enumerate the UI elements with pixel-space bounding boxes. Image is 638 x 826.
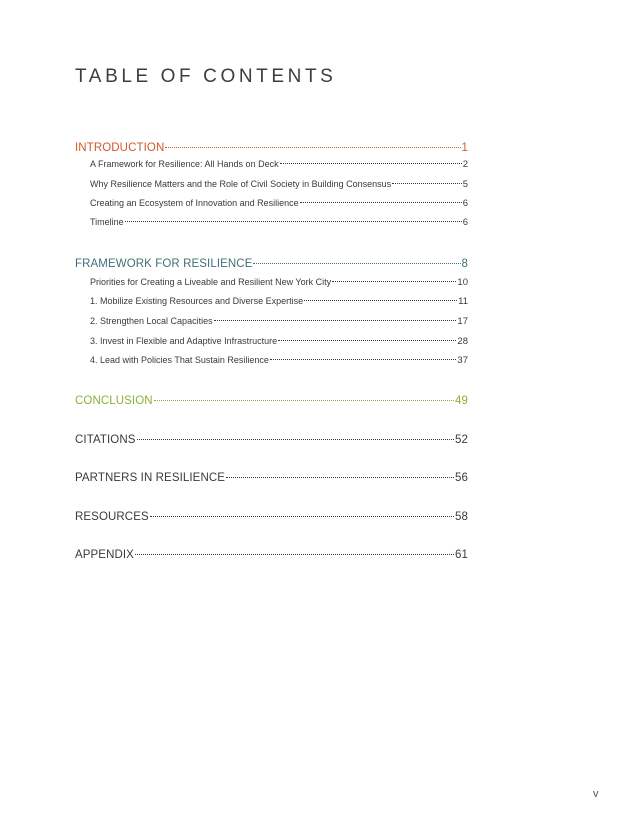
- toc-subentry-page: 2: [462, 159, 468, 170]
- toc-entry-page: 49: [455, 394, 468, 407]
- toc-entry-label: CONCLUSION: [75, 394, 153, 407]
- toc-entry-label: APPENDIX: [75, 548, 134, 561]
- toc-entry-label: CITATIONS: [75, 433, 136, 446]
- toc-entry-page: 58: [455, 510, 468, 523]
- toc-entry-label: PARTNERS IN RESILIENCE: [75, 471, 226, 484]
- toc-entry-page: 56: [455, 471, 468, 484]
- toc-subentry-label: A Framework for Resilience: All Hands on Deck: [90, 159, 279, 169]
- toc-entry-framework[interactable]: [75, 255, 468, 270]
- toc-entry-appendix[interactable]: [75, 546, 468, 561]
- toc-subentry-page: 5: [462, 179, 468, 190]
- dot-leader: [154, 392, 454, 404]
- toc-subentry-page: 6: [462, 198, 468, 209]
- toc-entry-page: 52: [455, 433, 468, 446]
- dot-leader: [304, 295, 457, 304]
- toc-subentry-page: 17: [457, 316, 468, 327]
- toc-subentry[interactable]: [75, 197, 468, 209]
- toc-subentry-label: Creating an Ecosystem of Innovation and Resilience: [90, 198, 299, 208]
- dot-leader: [332, 276, 456, 285]
- dot-leader: [253, 255, 460, 267]
- toc-subentry[interactable]: [75, 295, 468, 307]
- toc-subentry[interactable]: [75, 315, 468, 327]
- toc-subentry-page: 11: [458, 296, 468, 307]
- dot-leader: [278, 335, 456, 344]
- dot-leader: [300, 197, 462, 206]
- dot-leader: [137, 431, 454, 443]
- dot-leader: [214, 315, 457, 324]
- toc-entry-resources[interactable]: [75, 508, 468, 523]
- toc-subentry-label: 4. Lead with Policies That Sustain Resilience: [90, 355, 269, 365]
- dot-leader: [226, 469, 454, 481]
- toc-subentry-label: 1. Mobilize Existing Resources and Diverse Expertise: [90, 296, 304, 306]
- dot-leader: [165, 139, 460, 151]
- toc-entry-label: FRAMEWORK FOR RESILIENCE: [75, 257, 253, 270]
- toc-subentry[interactable]: [75, 354, 468, 366]
- dot-leader: [150, 508, 454, 520]
- toc-subentry[interactable]: [75, 178, 468, 190]
- toc-entry-label: INTRODUCTION: [75, 141, 165, 154]
- toc-subentry[interactable]: [75, 158, 468, 170]
- table-of-contents: [75, 0, 468, 826]
- toc-subentry-label: 2. Strengthen Local Capacities: [90, 316, 213, 326]
- dot-leader: [135, 546, 454, 558]
- page-number: v: [593, 788, 599, 800]
- dot-leader: [125, 216, 462, 225]
- toc-entry-introduction[interactable]: [75, 139, 468, 154]
- toc-entry-page: 61: [455, 548, 468, 561]
- dot-leader: [280, 158, 462, 167]
- toc-entry-label: RESOURCES: [75, 510, 149, 523]
- toc-subentry-page: 37: [457, 355, 468, 366]
- toc-subentry-page: 10: [457, 277, 468, 288]
- toc-subentry-label: Timeline: [90, 217, 124, 227]
- toc-entry-page: 8: [461, 257, 468, 270]
- toc-subentry-page: 28: [457, 336, 468, 347]
- toc-entry-page: 1: [461, 141, 468, 154]
- toc-subentry-page: 6: [462, 217, 468, 228]
- toc-subentry[interactable]: [75, 335, 468, 347]
- toc-subentry-label: 3. Invest in Flexible and Adaptive Infrastructure: [90, 336, 278, 346]
- toc-entry-citations[interactable]: [75, 431, 468, 446]
- toc-entry-partners[interactable]: [75, 469, 468, 484]
- toc-subentry[interactable]: [75, 216, 468, 228]
- page-title: TABLE OF CONTENTS: [75, 66, 337, 87]
- dot-leader: [270, 354, 456, 363]
- toc-subentry[interactable]: [75, 276, 468, 288]
- dot-leader: [392, 178, 462, 187]
- toc-subentry-label: Priorities for Creating a Liveable and Resilient New York City: [90, 277, 332, 287]
- toc-subentry-label: Why Resilience Matters and the Role of Civil Society in Building Consensus: [90, 179, 392, 189]
- toc-entry-conclusion[interactable]: [75, 392, 468, 407]
